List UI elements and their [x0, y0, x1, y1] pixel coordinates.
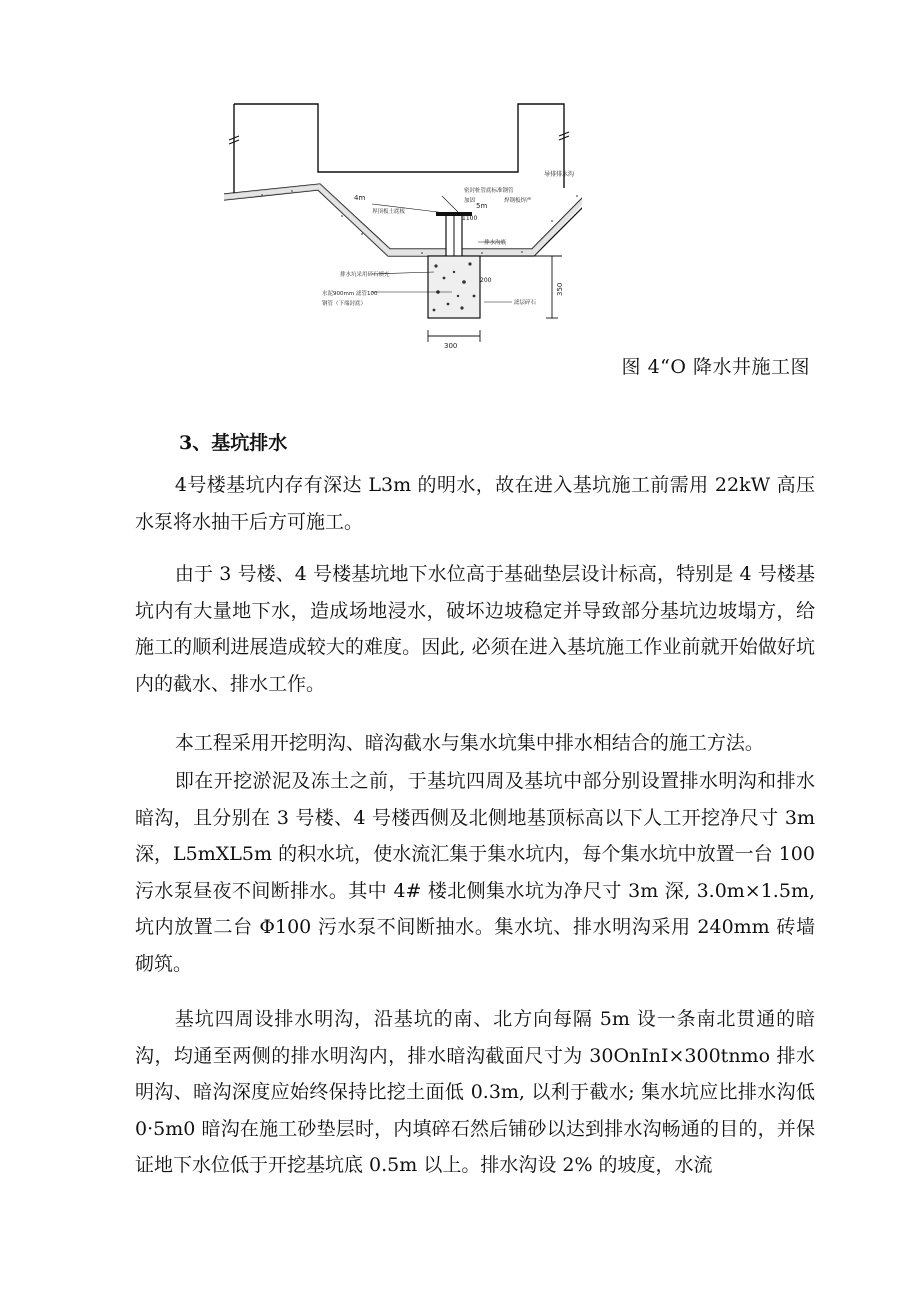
fig-left-4m: 4m — [354, 194, 366, 202]
fig-left-note1: 界顶板土底板 — [372, 209, 406, 215]
fig-center-5m: 5m — [476, 202, 488, 210]
fig-center-note-a: 密封桩管底标准钢管 — [464, 188, 514, 194]
paragraph-2: 由于 3 号楼、4 号楼基坑地下水位高于基础垫层设计标高，特别是 4 号楼基坑内有大量地下水，造成场地浸水，破坏边坡稳定并导致部分基坑边坡塌方，给施工的顺利进展造成较大的难度。因此, 必须在进入基坑施工作业前就开始做好坑内的截水、排水工作。 — [135, 563, 815, 695]
fig-left-note2: 排水坑采用碎石填充 — [340, 272, 390, 278]
dewatering-well-diagram — [222, 96, 582, 354]
fig-top-right-note: 导排排水沟 — [544, 171, 575, 178]
fig-center-note-b: 加固 — [464, 198, 476, 204]
fig-left-note3: 水泥900mm 滤管100 — [322, 291, 378, 297]
paragraph-1: 4号楼基坑内存有深达 L3m 的明水，故在进入基坑施工前需用 22kW 高压水泵将水抽干后方可施工。 — [135, 474, 815, 533]
fig-center-1100: 1100 — [462, 215, 478, 222]
paragraph-5: 基坑四周设排水明沟，沿基坑的南、北方向每隔 5m 设一条南北贯通的暗沟，均通至两侧的排水明沟内，排水暗沟截面尺寸为 30OnInI×300tnmo 排水明沟、暗沟深度应始终保持比挖土面低 0.3m, 以利于截水; 集水坑应比排水沟低 0·5m0 暗沟在施工砂垫层时，内填碎石然后铺砂以达到排水沟畅通的目的，并保证地下水位低于开挖基坑底 0.5m 以上。排水沟设 2% 的坡度，水流 — [135, 1008, 815, 1176]
fig-label-200: 200 — [480, 277, 492, 284]
section-heading: 3、基坑排水 — [179, 432, 288, 454]
figure-caption: 图 4“O 降水井施工图 — [621, 356, 810, 378]
fig-center-note-c: 焊钢板焊严 — [504, 198, 532, 204]
paragraph-3: 本工程采用开挖明沟、暗沟截水与集水坑集中排水相结合的施工方法。 — [174, 732, 764, 754]
fig-right-note-low: 滤层碎石 — [514, 300, 537, 306]
fig-right-note-mid: 排水沟底 — [484, 240, 507, 246]
paragraph-4: 即在开挖淤泥及冻土之前，于基坑四周及基坑中部分别设置排水明沟和排水暗沟，且分别在 3 号楼、4 号楼西侧及北侧地基顶标高以下人工开挖净尺寸 3m 深，L5mXL5m 的积水坑，使水流汇集于集水坑内，每个集水坑中放置一台 100 污水泵昼夜不间断排水。其中 4# 楼北侧集水坑为净尺寸 3m 深, 3.0m×1.5m, 坑内放置二台 Φ100 污水泵不间断抽水。集水坑、排水明沟采用 240mm 砖墙砌筑。 — [135, 770, 815, 975]
fig-dim-bottom: 300 — [444, 342, 458, 350]
fig-dim-right: 350 — [556, 282, 564, 296]
fig-left-note4: 钢管（下端封底） — [322, 301, 367, 307]
